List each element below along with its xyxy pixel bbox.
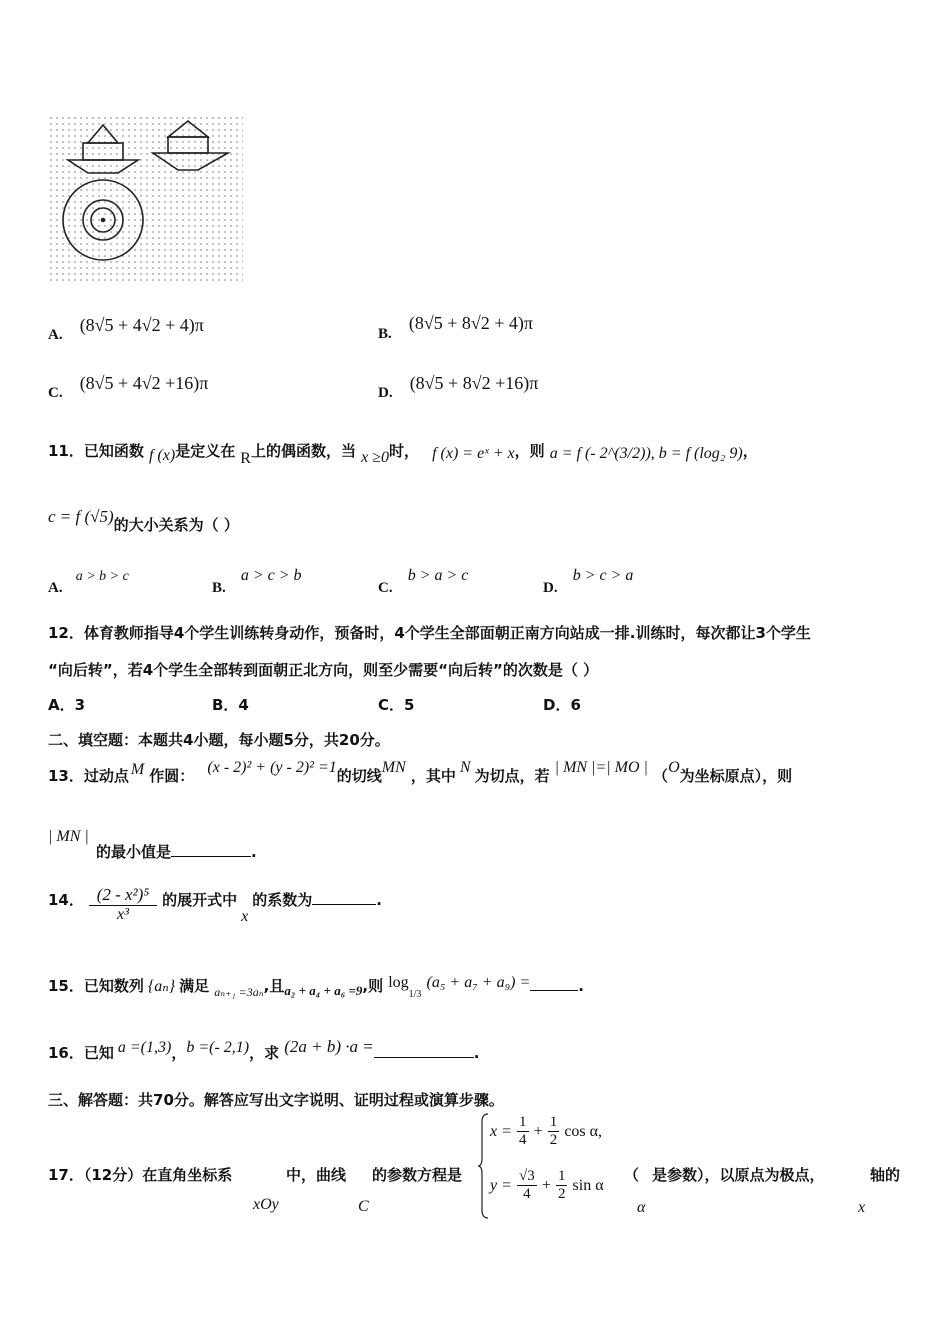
q11-text: 时， — [388, 442, 419, 460]
q11-text: 是定义在 — [175, 442, 236, 460]
q12-option-a[interactable]: A．3 — [48, 696, 86, 714]
q13-text: 13．过动点 — [48, 767, 129, 785]
frac-den: 2 — [549, 1132, 558, 1148]
q13-N: N — [459, 759, 471, 776]
q14-fraction — [89, 885, 157, 924]
q13-line1 — [48, 756, 793, 785]
q16-text: . — [473, 1044, 480, 1062]
q11-text: 已知函数 — [83, 442, 144, 460]
q13-absMN: | MN | — [48, 828, 89, 845]
q15 — [48, 974, 584, 1000]
q13-cond: | MN |=| MO | — [554, 759, 648, 776]
section3-heading: 三、解答题：共70分。解答应写出文字说明、证明过程或演算步骤。 — [48, 1091, 504, 1109]
option-label: A. — [48, 327, 63, 343]
q11-cond: x ≥0 — [361, 449, 389, 466]
eq-lhs: y = — [490, 1177, 512, 1194]
answer-blank[interactable] — [530, 976, 578, 991]
q11-fx: f (x) — [148, 447, 176, 464]
eq-rest: sin α — [572, 1177, 604, 1194]
q17-alpha: α — [637, 1199, 646, 1216]
frac-num: 1 — [557, 1168, 566, 1184]
option-label: B. — [212, 580, 226, 596]
frac-den: 4 — [523, 1186, 531, 1202]
q11-text: 的大小关系为（ ） — [113, 516, 239, 534]
option-expr: (8√5 + 4√2 + 4)π — [79, 315, 204, 335]
q13-O: O — [668, 759, 680, 776]
q17-xOy: xOy — [253, 1196, 279, 1213]
q13-text: ，其中 — [410, 767, 456, 785]
q15-text: 15．已知数列 — [48, 977, 144, 995]
frac-num: 1 — [519, 1114, 527, 1130]
answer-blank[interactable] — [171, 842, 251, 857]
q15-an: {aₙ} — [147, 978, 176, 995]
answer-blank[interactable] — [374, 1043, 474, 1058]
q14-numerator: (2 - x²)⁵ — [89, 885, 157, 906]
q15-text: . — [578, 977, 584, 995]
option-label: A. — [48, 580, 63, 596]
eq-rest: cos α, — [564, 1123, 603, 1140]
q15-arg: (a₅ + a₇ + a₉) = — [426, 974, 531, 991]
q13-text: . — [251, 843, 257, 861]
q13-circle: (x - 2)² + (y - 2)² =1 — [207, 759, 337, 776]
q15-rec: aₙ₊₁ =3aₙ — [214, 985, 264, 999]
q13-line2 — [48, 826, 89, 846]
question-number: 11． — [48, 442, 84, 460]
q15-sum: a₂ + a₄ + a₆ =9 — [284, 983, 363, 998]
q16-text: 16．已知 — [48, 1044, 114, 1062]
q15-log: log — [388, 974, 409, 991]
option-label: C. — [378, 580, 393, 596]
q12-option-d[interactable]: D．6 — [543, 696, 581, 714]
q17-text2: 的参数方程是 — [372, 1166, 463, 1184]
q12-option-b[interactable]: B．4 — [212, 696, 249, 714]
q17-text5: 轴的 — [870, 1166, 901, 1184]
q12-line2: “向后转”，若4个学生全部转到面朝正北方向，则至少需要“向后转”的次数是（ ） — [48, 661, 599, 679]
q17-C: C — [358, 1198, 369, 1215]
frac-den: 2 — [557, 1186, 566, 1202]
q15-log-base: 1/3 — [408, 989, 422, 1000]
q13-M: M — [130, 761, 145, 778]
q15-text: ,且 — [263, 977, 285, 995]
q13-MN: MN — [381, 759, 406, 776]
q13-text: （ — [653, 767, 669, 785]
eq-fraction — [517, 1168, 537, 1203]
option-label: C. — [48, 385, 63, 401]
q14-denominator: x³ — [117, 906, 129, 923]
q11-a: a = f (- 2^(3/2)) — [549, 445, 651, 462]
eq-lhs: x = — [490, 1123, 512, 1140]
eq-fraction — [548, 1114, 560, 1149]
q10-option-d[interactable] — [378, 373, 539, 401]
q10-option-a[interactable] — [48, 315, 204, 343]
q13-text: 的最小值是 — [96, 843, 172, 861]
q15-text: ,则 — [362, 977, 384, 995]
option-expr: a > c > b — [240, 567, 302, 584]
option-label: B. — [378, 326, 392, 342]
eq-fraction — [556, 1168, 568, 1203]
three-view-figure — [48, 115, 243, 285]
option-expr: b > a > c — [407, 567, 469, 584]
q10-option-c[interactable] — [48, 373, 209, 401]
q17-eq1 — [490, 1114, 602, 1149]
q17-text1: 中，曲线 — [286, 1166, 347, 1184]
q11-option-d[interactable] — [543, 565, 634, 596]
frac-num: √3 — [519, 1168, 535, 1184]
option-expr: a > b > c — [75, 569, 129, 584]
option-label: D. — [378, 385, 393, 401]
q11-line1 — [48, 440, 758, 467]
q11-option-a[interactable] — [48, 565, 129, 596]
q14-text: . — [376, 891, 382, 909]
q16-b: b =(- 2,1) — [186, 1039, 250, 1056]
grid-background — [48, 115, 243, 285]
frac-den: 4 — [519, 1132, 527, 1148]
eq-plus: + — [541, 1177, 551, 1194]
q11-text: 上的偶函数，当 — [250, 442, 356, 460]
q17-text4: 是参数），以原点为极点， — [652, 1166, 825, 1184]
q11-c: c = f (√5) — [48, 507, 114, 526]
q11-option-b[interactable] — [212, 565, 302, 596]
question-number: 14． — [48, 891, 84, 909]
q17-num: 17．（12分）在直角坐标系 — [48, 1166, 233, 1184]
q11-def: f (x) = eˣ + x — [432, 445, 515, 462]
q13-text: 为坐标原点），则 — [679, 767, 793, 785]
q11-b: , b = f (log₂ 9) — [650, 445, 743, 462]
q16-text: ，求 — [249, 1044, 280, 1062]
q16-text: ， — [171, 1044, 187, 1062]
option-expr: (8√5 + 8√2 +16)π — [409, 373, 539, 393]
q13-text: 作圆： — [149, 767, 195, 785]
q17-text3: （ — [624, 1166, 640, 1184]
q16-expr: (2a + b) ·a = — [284, 1037, 374, 1056]
q14-text: 的展开式中 — [162, 891, 238, 909]
three-view-drawing-svg — [48, 115, 243, 285]
eq-fraction — [517, 1114, 529, 1149]
q14-text: 的系数为 — [252, 891, 313, 909]
q13-text: 的切线 — [336, 767, 382, 785]
q11-R: R — [240, 450, 251, 467]
q16-a: a =(1,3) — [117, 1039, 172, 1056]
q11-option-c[interactable] — [378, 565, 469, 596]
option-label: D. — [543, 580, 558, 596]
q13-text: 为切点，若 — [474, 767, 550, 785]
q14 — [48, 885, 382, 924]
option-expr: (8√5 + 4√2 +16)π — [79, 373, 209, 393]
q13-line2-text — [96, 841, 257, 862]
option-expr: (8√5 + 8√2 + 4)π — [408, 313, 533, 333]
q12-option-c[interactable]: C．5 — [378, 696, 415, 714]
q16 — [48, 1036, 480, 1062]
frac-num: 1 — [549, 1114, 558, 1130]
q17-x: x — [858, 1199, 866, 1216]
q11-text: ，则 — [514, 442, 545, 460]
q11-line2 — [48, 506, 239, 534]
answer-blank[interactable] — [312, 890, 376, 905]
q10-option-b[interactable] — [378, 313, 533, 342]
q15-text: 满足 — [179, 977, 210, 995]
q14-x: x — [241, 908, 249, 925]
brace-icon — [478, 1112, 490, 1220]
q17-parametric-system — [478, 1112, 628, 1220]
q11-text: ， — [742, 442, 758, 460]
section2-heading: 二、填空题：本题共4小题，每小题5分，共20分。 — [48, 731, 390, 749]
option-expr: b > c > a — [572, 567, 634, 584]
eq-plus: + — [533, 1123, 543, 1140]
q17-eq2 — [490, 1168, 604, 1203]
q12-line1: 12．体育教师指导4个学生训练转身动作，预备时，4个学生全部面朝正南方向站成一排.训练时，每次都让3个学生 — [48, 624, 811, 642]
